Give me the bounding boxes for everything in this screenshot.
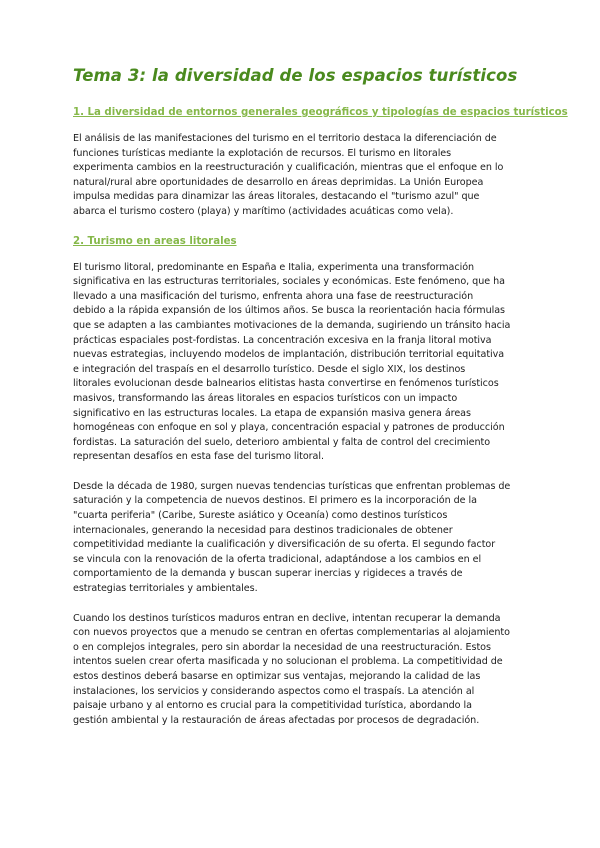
text-line: llevado a una masificación del turismo, enfrenta ahora una fase de reestructuración bbox=[73, 290, 474, 302]
document-page bbox=[73, 66, 568, 743]
text-line: con nuevos proyectos que a menudo se centran en ofertas complementarias al alojamiento bbox=[73, 627, 510, 639]
text-line: debido a la rápida expansión de los últimos años. Se busca la reorientación hacia fórmulas bbox=[73, 305, 505, 317]
section-2-paragraph-1 bbox=[73, 261, 529, 465]
text-line: Cuando los destinos turísticos maduros entran en declive, intentan recuperar la demanda bbox=[73, 612, 501, 624]
text-line: funciones turísticas mediante la explotación de recursos. El turismo en litorales bbox=[73, 147, 452, 159]
text-line: e integración del traspaís en el desarrollo turístico. Desde el siglo XIX, los destinos bbox=[73, 363, 466, 375]
text-line: El turismo litoral, predominante en España e Italia, experimenta una transformación bbox=[73, 261, 475, 273]
section-2-paragraph-2 bbox=[73, 480, 529, 597]
text-line: que se adapten a las cambiantes motivaciones de la demanda, sugiriendo un tránsito hacia bbox=[73, 319, 511, 331]
text-line: estrategias territoriales y ambientales. bbox=[73, 583, 258, 595]
text-line: natural/rural abre oportunidades de desarrollo en áreas deprimidas. La Unión Europea bbox=[73, 176, 484, 188]
text-line: competitividad mediante la cualificación y diversificación de su oferta. El segundo factor bbox=[73, 539, 496, 551]
text-line: gestión ambiental y la restauración de áreas afectadas por procesos de degradación. bbox=[73, 714, 480, 726]
text-line: nuevas estrategias, incluyendo modelos de implantación, distribución territorial equitativa bbox=[73, 349, 505, 361]
text-line: significativa en las estructuras territoriales, sociales y económicas. Este fenómeno, que ha bbox=[73, 276, 505, 288]
text-line: o en complejos integrales, pero sin abordar la necesidad de una reestructuración. Estos bbox=[73, 641, 491, 653]
text-line: significativo en las estructuras locales. La etapa de expansión masiva genera áreas bbox=[73, 407, 471, 419]
text-line: "cuarta periferia" (Caribe, Sureste asiático y Oceanía) como destinos turísticos bbox=[73, 510, 448, 522]
section-heading-2: 2. Turismo en areas litorales bbox=[73, 235, 237, 247]
text-line: litorales evolucionan desde balnearios elitistas hasta convertirse en fenómenos turísticos bbox=[73, 378, 499, 390]
text-line: se vincula con la renovación de la oferta tradicional, adaptándose a los cambios en el bbox=[73, 553, 482, 565]
section-heading-1: 1. La diversidad de entornos generales geográficos y tipologías de espacios turísticos bbox=[73, 107, 568, 118]
section-2-paragraph-3 bbox=[73, 612, 529, 729]
text-line: paisaje urbano y al entorno es crucial para la competitividad turística, abordando la bbox=[73, 700, 472, 712]
text-line: prácticas espaciales post-fordistas. La concentración excesiva en la franja litoral motiva bbox=[73, 334, 492, 346]
page-title: Tema 3: la diversidad de los espacios turísticos bbox=[73, 66, 518, 85]
text-line: Desde la década de 1980, surgen nuevas tendencias turísticas que enfrentan problemas de bbox=[73, 480, 511, 492]
text-line: internacionales, generando la necesidad para destinos tradicionales de obtener bbox=[73, 524, 453, 536]
text-line: abarca el turismo costero (playa) y marítimo (actividades acuáticas como vela). bbox=[73, 205, 454, 217]
text-line: fordistas. La saturación del suelo, deterioro ambiental y falta de control del crecimiento bbox=[73, 436, 491, 448]
text-line: intentos suelen crear oferta masificada y no solucionan el problema. La competitividad de bbox=[73, 656, 503, 668]
text-line: representan desafíos en esta fase del turismo litoral. bbox=[73, 451, 324, 463]
section-1-paragraph-1 bbox=[73, 132, 529, 220]
text-line: comportamiento de la demanda y buscan superar inercias y rigideces a través de bbox=[73, 568, 463, 580]
text-line: homogéneas con enfoque en sol y playa, concentración espacial y patrones de producción bbox=[73, 422, 505, 434]
text-line: masivos, transformando las áreas litorales en espacios turísticos con un impacto bbox=[73, 392, 458, 404]
text-line: impulsa medidas para dinamizar las áreas litorales, destacando el "turismo azul" que bbox=[73, 191, 480, 203]
text-line: saturación y la competencia de nuevos destinos. El primero es la incorporación de la bbox=[73, 495, 477, 507]
text-line: instalaciones, los servicios y considerando aspectos como el traspaís. La atención al bbox=[73, 685, 475, 697]
text-line: experimenta cambios en la reestructuración y cualificación, mientras que el enfoque en lo bbox=[73, 162, 504, 174]
text-line: estos destinos deberá basarse en optimizar sus ventajas, mejorando la calidad de las bbox=[73, 671, 481, 682]
text-line: El análisis de las manifestaciones del turismo en el territorio destaca la diferenciación de bbox=[73, 133, 497, 144]
